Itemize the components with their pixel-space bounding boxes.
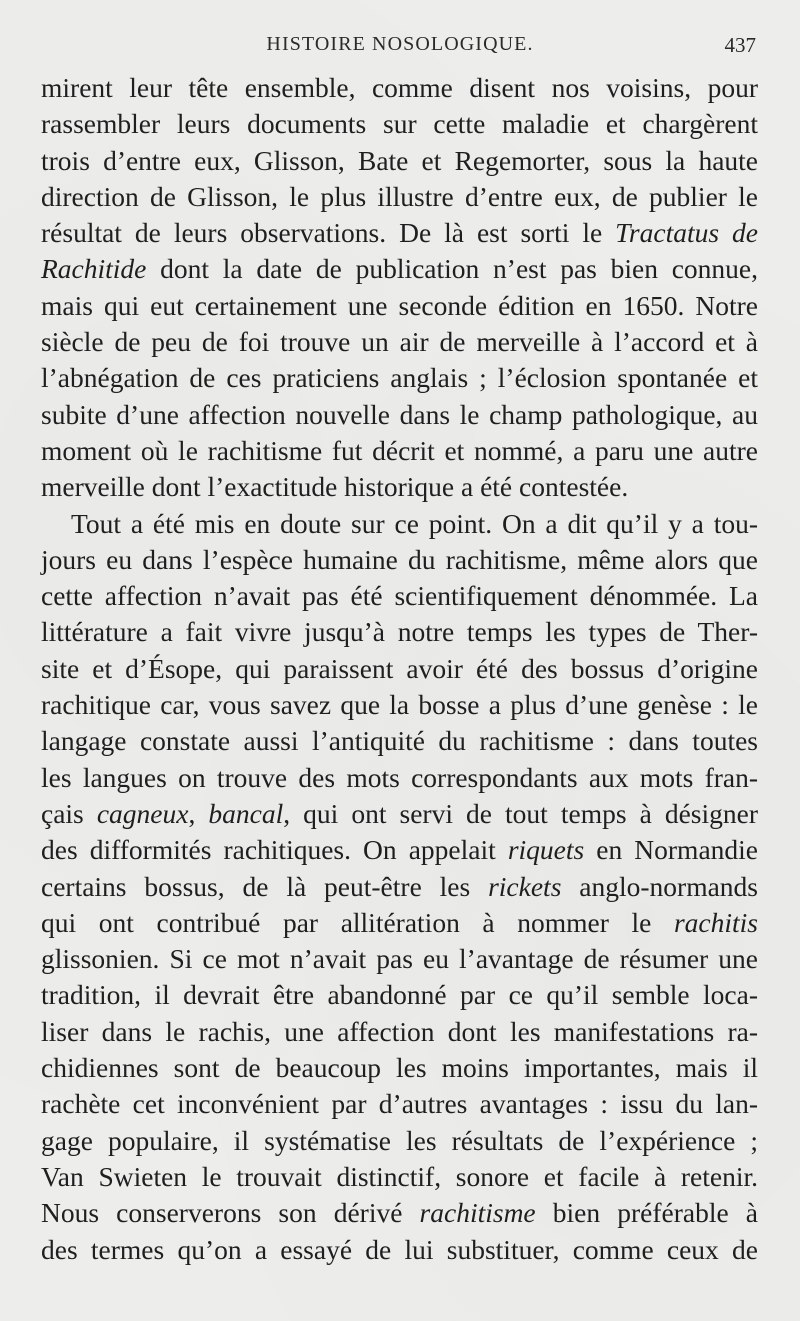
text-segment: tradition, il devrait être abandonné par ce qu’il semble loca- [41, 979, 758, 1011]
text-segment: l’abnégation de ces praticiens anglais ; l’éclosion spontanée et [41, 362, 758, 394]
text-segment: certains bossus, de là peut-être les [41, 870, 489, 902]
text-segment: les langues on trouve des mots correspondants aux mots fran- [41, 761, 758, 793]
text-segment: rassembler leurs documents sur cette maladie et chargèrent [41, 108, 758, 140]
italic-term: riquets [507, 834, 585, 866]
text-line [41, 796, 758, 832]
text-line [41, 215, 758, 251]
text-line [41, 1014, 758, 1050]
text-line [41, 760, 758, 796]
text-segment: moment où le rachitisme fut décrit et nommé, a paru une autre [41, 434, 758, 466]
italic-term: rachitis [673, 906, 758, 938]
text-segment: glissonien. Si ce mot n’avait pas eu l’avantage de résumer une [41, 943, 758, 975]
text-segment: rachitique car, vous savez que la bosse a plus d’une genèse : le [41, 689, 758, 721]
text-line [41, 1232, 758, 1268]
page-number: 437 [724, 33, 756, 57]
text-segment: Van Swieten le trouvait distinctif, sonore et facile à retenir. [41, 1160, 758, 1192]
text-line [41, 687, 758, 723]
italic-term: Rachitide [41, 253, 147, 285]
text-segment: mirent leur tête ensemble, comme disent nos voisins, pour [41, 72, 758, 103]
text-line [41, 506, 758, 542]
text-segment: site et d’Ésope, qui paraissent avoir été des bossus d’origine [41, 652, 758, 684]
text-line [41, 578, 758, 614]
text-line [41, 1159, 758, 1195]
text-line [41, 288, 758, 324]
text-line [41, 723, 758, 759]
text-line [41, 614, 758, 650]
italic-term: cagneux [96, 797, 189, 829]
text-line [41, 469, 758, 505]
text-segment: , [188, 797, 209, 829]
italic-term: Tractatus de [615, 217, 758, 249]
text-line [41, 977, 758, 1013]
text-segment: Nous conserverons son dérivé [41, 1197, 420, 1229]
page-header [0, 33, 800, 61]
text-line [41, 1086, 758, 1122]
text-line [41, 251, 758, 287]
text-segment: trois d’entre eux, Glisson, Bate et Regemorter, sous la haute [41, 144, 758, 176]
text-segment: anglo-normands [561, 870, 758, 902]
text-segment: çais [41, 797, 97, 829]
text-segment: en Normandie [584, 834, 759, 866]
text-segment: littérature a fait vivre jusqu’à notre temps les types de Ther- [41, 616, 758, 648]
italic-term: rickets [488, 870, 562, 902]
text-line [41, 70, 758, 106]
text-segment: des difformités rachitiques. On appelait [41, 834, 508, 866]
text-segment: cette affection n’avait pas été scientifiquement dénommée. La [41, 580, 758, 612]
running-title: HISTOIRE NOSOLOGIQUE. [266, 33, 534, 55]
text-line [41, 1050, 758, 1086]
italic-term: bancal [208, 797, 284, 829]
text-segment: résultat de leurs observations. De là est sorti le [41, 217, 616, 249]
italic-term: rachitisme [419, 1197, 536, 1229]
text-line [41, 905, 758, 941]
text-segment: liser dans le rachis, une affection dont les manifestations ra- [41, 1015, 758, 1047]
text-segment: gage populaire, il systématise les résultats de l’expérience ; [41, 1124, 758, 1156]
text-line [41, 360, 758, 396]
text-segment: mais qui eut certainement une seconde édition en 1650. Notre [41, 289, 758, 321]
text-segment: merveille dont l’exactitude historique a été contestée. [41, 471, 629, 503]
text-segment: rachète cet inconvénient par d’autres avantages : issu du lan- [41, 1088, 758, 1120]
text-segment: des termes qu’on a essayé de lui substituer, comme ceux de [41, 1233, 758, 1265]
text-segment: siècle de peu de foi trouve un air de merveille à l’accord et à [41, 326, 758, 358]
text-segment: , qui ont servi de tout temps à désigner [283, 797, 758, 829]
text-line [41, 1123, 758, 1159]
text-line [41, 542, 758, 578]
text-segment: dont la date de publication n’est pas bien connue, [146, 253, 758, 285]
text-segment: bien préférable à [535, 1197, 758, 1229]
text-segment: qui ont contribué par allitération à nommer le [41, 906, 674, 938]
text-line [41, 143, 758, 179]
text-segment: chidiennes sont de beaucoup les moins importantes, mais il [41, 1052, 758, 1084]
body-text [41, 70, 758, 1268]
text-segment: Tout a été mis en doute sur ce point. On a dit qu’il y a tou- [71, 507, 758, 539]
text-segment: jours eu dans l’espèce humaine du rachitisme, même alors que [41, 543, 758, 575]
text-segment: direction de Glisson, le plus illustre d’entre eux, de publier le [41, 180, 758, 212]
text-line [41, 433, 758, 469]
text-line [41, 106, 758, 142]
text-line [41, 869, 758, 905]
text-segment: subite d’une affection nouvelle dans le champ pathologique, au [41, 398, 758, 430]
text-line [41, 397, 758, 433]
text-line [41, 832, 758, 868]
text-line [41, 651, 758, 687]
text-line [41, 1195, 758, 1231]
text-line [41, 179, 758, 215]
text-line [41, 324, 758, 360]
text-line [41, 941, 758, 977]
text-segment: langage constate aussi l’antiquité du rachitisme : dans toutes [41, 725, 758, 757]
